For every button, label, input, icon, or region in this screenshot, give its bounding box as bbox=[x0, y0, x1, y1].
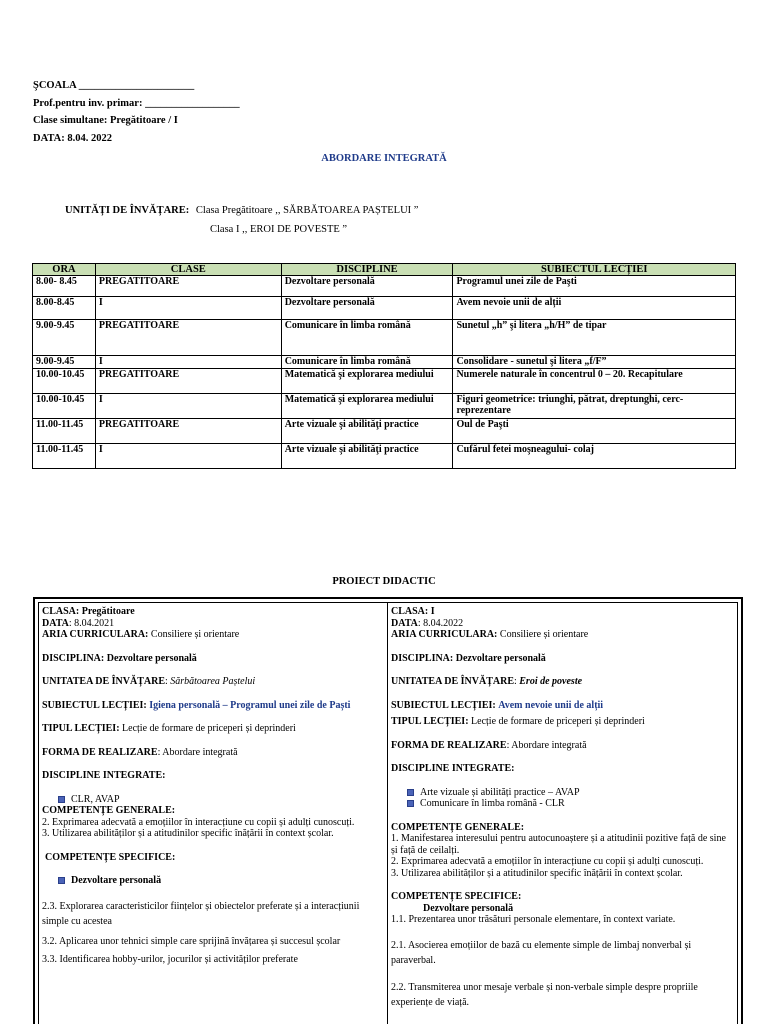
bullet-square-icon bbox=[58, 796, 65, 803]
left-clasa: CLASA: Pregătitoare bbox=[42, 606, 135, 617]
left-data-value: : 8.04.2021 bbox=[68, 617, 115, 629]
unitati-line2: Clasa I ,, EROI DE POVESTE ” bbox=[210, 224, 348, 235]
right-integrate-item1 bbox=[407, 787, 734, 799]
schedule-header-row bbox=[33, 264, 736, 276]
proiect-title: PROIECT DIDACTIC bbox=[332, 576, 436, 587]
left-forma bbox=[42, 747, 384, 759]
proiect-table bbox=[38, 602, 738, 1024]
cell-discipline: Arte vizuale şi abilităţi practice bbox=[281, 443, 453, 468]
cell-ora: 10.00-10.45 bbox=[33, 393, 96, 418]
left-comp-generale: COMPETENȚE GENERALE: bbox=[42, 805, 176, 816]
left-column bbox=[39, 603, 388, 1024]
bullet-square-icon bbox=[407, 789, 414, 796]
cell-clase: I bbox=[95, 356, 281, 369]
right-cs-heading: Dezvoltare personală bbox=[423, 902, 514, 914]
bullet-square-icon bbox=[58, 877, 65, 884]
cell-ora: 11.00-11.45 bbox=[33, 418, 96, 443]
cell-clase: PREGATITOARE bbox=[95, 320, 281, 356]
left-cg2: 3. Utilizarea abilităților și a atitudinilor specific înățării în context școlar. bbox=[42, 828, 334, 839]
left-integrate-item bbox=[58, 794, 384, 806]
right-column bbox=[388, 603, 737, 1024]
col-header-clase: CLASE bbox=[95, 264, 281, 276]
table-row bbox=[33, 368, 736, 393]
right-cg3: 3. Utilizarea abilităților și a atitudinilor specific înățării în context școlar. bbox=[391, 867, 683, 879]
right-integrate-text2: Comunicare în limba română - CLR bbox=[420, 798, 565, 809]
left-cs1: 2.3. Explorarea caracteristicilor ființelor și obiectelor preferate și a interacțiunii simple cu acestea bbox=[42, 900, 360, 927]
left-subiect-value: Igiena personală – Programul unei zile de Paști bbox=[149, 699, 351, 711]
data-line: DATA: 8.04. 2022 bbox=[33, 132, 112, 144]
cell-subiect: Cufărul fetei moşneagului- colaj bbox=[453, 443, 736, 468]
right-comp-specifice: COMPETENȚE SPECIFICE: bbox=[391, 891, 522, 902]
right-subiect-label: SUBIECTUL LECȚIEI: bbox=[391, 699, 496, 711]
right-subiect bbox=[391, 700, 734, 712]
right-forma-label: FORMA DE REALIZARE bbox=[391, 739, 507, 751]
cell-clase: I bbox=[95, 297, 281, 320]
left-unitatea-value: Sărbătoarea Paștelui bbox=[170, 676, 256, 687]
table-row bbox=[33, 320, 736, 356]
left-tipul bbox=[42, 723, 384, 735]
right-data bbox=[391, 618, 734, 630]
left-integrate-text: CLR, AVAP bbox=[71, 793, 120, 805]
right-aria bbox=[391, 629, 734, 641]
left-forma-label: FORMA DE REALIZARE bbox=[42, 746, 158, 758]
right-cg2: 2. Exprimarea adecvată a emoțiilor în interacțiune cu copii și adulți cunoscuți. bbox=[391, 856, 704, 867]
schedule-table bbox=[32, 263, 736, 469]
left-comp-specifice: COMPETENȚE SPECIFICE: bbox=[45, 851, 176, 863]
right-tipul bbox=[391, 716, 734, 728]
col-header-subiect: SUBIECTUL LECȚIEI bbox=[453, 264, 736, 276]
cell-subiect: Figuri geometrice: triunghi, pătrat, dreptunghi, cerc- reprezentare bbox=[453, 393, 736, 418]
col-header-discipline: DISCIPLINE bbox=[281, 264, 453, 276]
table-row bbox=[33, 393, 736, 418]
cell-clase: PREGATITOARE bbox=[95, 418, 281, 443]
right-unitatea-label: UNITATEA DE ÎNVĂȚARE bbox=[391, 676, 514, 687]
left-tipul-value: Lecție de formare de priceperi și deprinderi bbox=[122, 723, 296, 734]
left-data bbox=[42, 618, 384, 630]
cell-discipline: Matematică şi explorarea mediului bbox=[281, 393, 453, 418]
left-subiect-label: SUBIECTUL LECȚIEI: bbox=[42, 699, 147, 711]
right-disciplina: DISCIPLINA: Dezvoltare personală bbox=[391, 652, 546, 664]
right-integrate-item2 bbox=[407, 798, 734, 810]
right-unitatea-value: Eroi de poveste bbox=[519, 676, 583, 687]
right-data-label: DATA bbox=[391, 617, 418, 629]
cell-clase: I bbox=[95, 443, 281, 468]
document-header bbox=[33, 77, 240, 147]
scoala-line: ŞCOALA ______________________ bbox=[33, 80, 195, 91]
prof-line: Prof.pentru inv. primar: __________________ bbox=[33, 97, 240, 109]
left-cs-bullet bbox=[58, 875, 384, 887]
col-header-ora: ORA bbox=[33, 264, 96, 276]
cell-discipline: Arte vizuale şi abilităţi practice bbox=[281, 418, 453, 443]
cell-clase: PREGATITOARE bbox=[95, 276, 281, 297]
right-clasa: CLASA: I bbox=[391, 606, 435, 617]
right-discipline-integrate: DISCIPLINE INTEGRATE: bbox=[391, 763, 515, 774]
unitati-line1 bbox=[65, 204, 418, 217]
unitati-value1: Clasa Pregătitoare ,, SĂRBĂTOAREA PAȘTELUI ” bbox=[195, 205, 419, 216]
left-discipline-integrate: DISCIPLINE INTEGRATE: bbox=[42, 770, 166, 781]
cell-clase: I bbox=[95, 393, 281, 418]
right-forma bbox=[391, 740, 734, 752]
table-row bbox=[33, 418, 736, 443]
cell-ora: 9.00-9.45 bbox=[33, 356, 96, 369]
cell-subiect: Numerele naturale în concentrul 0 – 20. Recapitulare bbox=[453, 368, 736, 393]
cell-discipline: Comunicare în limba română bbox=[281, 320, 453, 356]
left-aria-value: Consiliere și orientare bbox=[150, 629, 240, 640]
table-row bbox=[33, 297, 736, 320]
left-data-label: DATA bbox=[42, 617, 69, 629]
cell-subiect: Oul de Paşti bbox=[453, 418, 736, 443]
right-cs3: 2.2. Transmiterea unor mesaje verbale și non-verbale simple despre propriile experiențe de viață. bbox=[391, 981, 698, 1008]
cell-subiect: Sunetul „h” şi litera „h/H” de tipar bbox=[453, 320, 736, 356]
right-aria-label: ARIA CURRICULARA: bbox=[391, 629, 498, 640]
right-integrate-text1: Arte vizuale și abilități practice – AVAP bbox=[420, 786, 580, 798]
cell-discipline: Dezvoltare personală bbox=[281, 276, 453, 297]
right-tipul-label: TIPUL LECȚIEI: bbox=[391, 716, 469, 727]
right-subiect-value: Avem nevoie unii de alții bbox=[498, 699, 604, 711]
cell-ora: 11.00-11.45 bbox=[33, 443, 96, 468]
right-cs1: 1.1. Prezentarea unor trăsături personale elementare, în context variate. bbox=[391, 914, 676, 925]
left-unitatea-label: UNITATEA DE ÎNVĂȚARE bbox=[42, 676, 165, 687]
right-unitatea: UNITATEA DE ÎNVĂȚARE: Eroi de poveste bbox=[391, 676, 583, 687]
left-aria-label: ARIA CURRICULARA: bbox=[42, 629, 149, 640]
right-cg1: 1. Manifestarea interesului pentru autocunoaștere și a atitudinii pozitive față de sine și față de ceilalți. bbox=[391, 833, 726, 856]
cell-ora: 8.00- 8.45 bbox=[33, 276, 96, 297]
table-row bbox=[33, 276, 736, 297]
right-cs2: 2.1. Asocierea emoțiilor de bază cu elemente simple de limbaj nonverbal și paraverbal. bbox=[391, 939, 692, 966]
left-disciplina: DISCIPLINA: Dezvoltare personală bbox=[42, 652, 197, 664]
left-tipul-label: TIPUL LECȚIEI: bbox=[42, 723, 120, 734]
left-cs3: 3.3. Identificarea hobby-urilor, jocurilor și activităților preferate bbox=[42, 953, 298, 965]
left-aria bbox=[42, 629, 384, 641]
bullet-square-icon bbox=[407, 800, 414, 807]
cell-subiect: Programul unei zile de Paşti bbox=[453, 276, 736, 297]
clase-line: Clase simultane: Pregătitoare / I bbox=[33, 115, 178, 126]
left-unitatea: UNITATEA DE ÎNVĂȚARE: Sărbătoarea Paștelui bbox=[42, 676, 256, 687]
table-row bbox=[33, 356, 736, 369]
left-forma-value: : Abordare integrată bbox=[157, 746, 238, 758]
left-cs-bullet-text: Dezvoltare personală bbox=[71, 875, 162, 886]
proiect-frame bbox=[33, 597, 743, 1024]
cell-ora: 10.00-10.45 bbox=[33, 368, 96, 393]
cell-discipline: Dezvoltare personală bbox=[281, 297, 453, 320]
cell-subiect: Consolidare - sunetul şi litera „f/F” bbox=[453, 356, 736, 369]
left-cg1: 2. Exprimarea adecvată a emoțiilor în interacțiune cu copii și adulți cunoscuți. bbox=[42, 816, 355, 828]
table-row bbox=[33, 443, 736, 468]
right-data-value: : 8.04.2022 bbox=[417, 617, 464, 629]
cell-ora: 9.00-9.45 bbox=[33, 320, 96, 356]
cell-discipline: Comunicare în limba română bbox=[281, 356, 453, 369]
left-subiect bbox=[42, 700, 384, 712]
right-tipul-value: Lecție de formare de priceperi și deprinderi bbox=[471, 716, 645, 727]
cell-clase: PREGATITOARE bbox=[95, 368, 281, 393]
cell-discipline: Matematică şi explorarea mediului bbox=[281, 368, 453, 393]
abordare-title: ABORDARE INTEGRATĂ bbox=[321, 153, 447, 164]
right-comp-generale: COMPETENȚE GENERALE: bbox=[391, 821, 525, 833]
right-forma-value: : Abordare integrată bbox=[506, 739, 587, 751]
cell-ora: 8.00-8.45 bbox=[33, 297, 96, 320]
left-cs2: 3.2. Aplicarea unor tehnici simple care sprijină învățarea și succesul școlar bbox=[42, 935, 341, 947]
unitati-label: UNITĂȚI DE ÎNVĂȚARE: bbox=[65, 205, 190, 216]
right-aria-value: Consiliere și orientare bbox=[499, 629, 589, 640]
cell-subiect: Avem nevoie unii de alții bbox=[453, 297, 736, 320]
